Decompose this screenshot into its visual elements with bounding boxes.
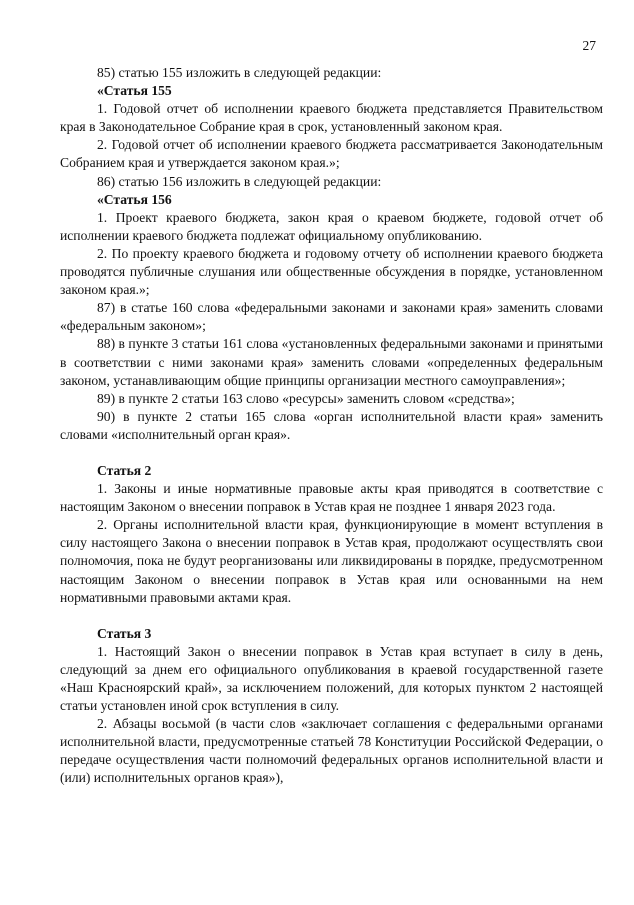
paragraph: 86) статью 156 изложить в следующей редакции:	[97, 173, 382, 189]
paragraph: 1. Законы и иные нормативные правовые акты края приводятся в соответствие с настоящим Законом о внесении поправок в Устав края не позднее 1 января 2023 года.	[60, 481, 603, 515]
article-heading: «Статья 156	[97, 191, 172, 207]
paragraph: 89) в пункте 2 статьи 163 слово «ресурсы» заменить словом «средства»;	[97, 390, 515, 406]
section-spacer	[60, 444, 603, 462]
paragraph: 2. Органы исполнительной власти края, функционирующие в момент вступления в силу настоящего Закона о внесении поправок в Устав края, продолжают осуществлять свои полномочия, пока не будут реорганизованы или ликвидированы в порядке, предусмотренном настоящим Законом о внесении поправок в Устав края или основанными на нем нормативными правовыми актами края.	[60, 517, 603, 605]
article-heading: Статья 3	[97, 625, 152, 641]
paragraph: 85) статью 155 изложить в следующей редакции:	[97, 65, 382, 80]
document-body	[60, 64, 603, 788]
paragraph: 88) в пункте 3 статьи 161 слова «установленных федеральными законами и принятыми в соответствии с ними законами края» заменить словами «определенных федеральным законом, устанавливающим общие принципы организации местного самоуправления»;	[60, 336, 603, 388]
paragraph: 1. Настоящий Закон о внесении поправок в Устав края вступает в силу в день, следующий за днем его официального опубликования в краевой государственной газете «Наш Красноярский край», за исключением положений, для которых пунктом 2 настоящей статьи установлен иной срок вступления в силу.	[60, 643, 603, 714]
paragraph: 90) в пункте 2 статьи 165 слова «орган исполнительной власти края» заменить словами «исполнительный орган края».	[60, 408, 603, 442]
section-spacer	[60, 607, 603, 625]
page-number: 27	[582, 38, 596, 53]
paragraph: 1. Годовой отчет об исполнении краевого бюджета представляется Правительством края в Законодательное Собрание края в срок, установленный законом края.	[60, 101, 603, 135]
paragraph: 1. Проект краевого бюджета, закон края о краевом бюджете, годовой отчет об исполнении краевого бюджета подлежат официальному опубликованию.	[60, 209, 603, 243]
paragraph: 87) в статье 160 слова «федеральными законами и законами края» заменить словами «федеральным законом»;	[60, 300, 603, 334]
article-heading: «Статья 155	[97, 83, 172, 99]
paragraph: 2. По проекту краевого бюджета и годовому отчету об исполнении краевого бюджета проводятся публичные слушания или общественные обсуждения в порядке, установленном законом края.»;	[60, 245, 603, 298]
paragraph: 2. Абзацы восьмой (в части слов «заключает соглашения с федеральными органами исполнительной власти, предусмотренные статьей 78 Конституции Российской Федерации, о передаче осуществления части полномочий федеральных органов исполнительной власти и (или) исполнительных органов края»),	[60, 716, 603, 786]
paragraph: 2. Годовой отчет об исполнении краевого бюджета рассматривается Законодательным Собранием края и утверждается законом края.»;	[60, 137, 603, 171]
article-heading: Статья 2	[97, 462, 152, 478]
